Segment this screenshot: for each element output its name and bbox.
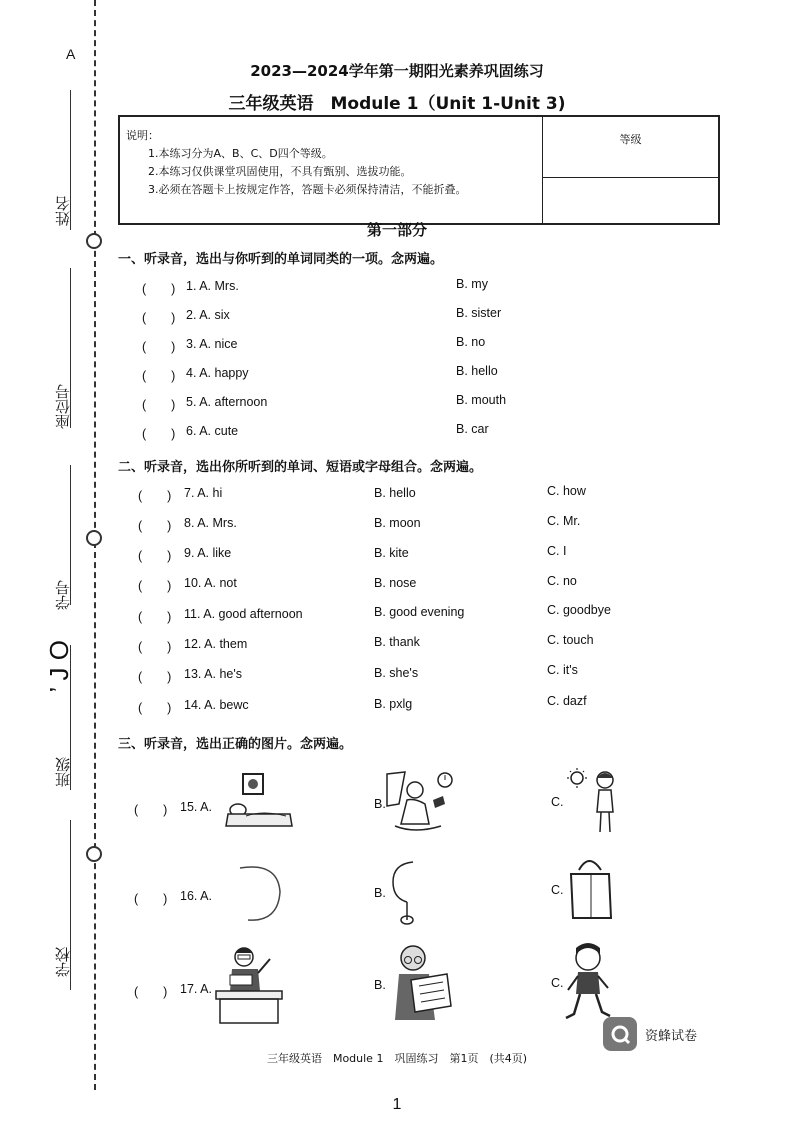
instruction-line: 1.本练习分为A、B、C、D四个等级。 — [148, 147, 333, 160]
question-12-option-a: 12. A. them — [184, 637, 248, 651]
grandma-reading-picture — [385, 940, 457, 1028]
answer-paren: ( ) — [134, 892, 168, 906]
section3-title: 三、听录音，选出正确的图片。念两遍。 — [118, 737, 353, 752]
answer-paren: ( ) — [142, 369, 176, 383]
answer-paren: ( ) — [138, 701, 172, 715]
question-14-option-b: B. pxlg — [374, 697, 413, 711]
question-3-option-a: 3. A. nice — [186, 337, 238, 351]
question-5-option-b: B. mouth — [456, 393, 507, 407]
lollipop-picture — [385, 858, 435, 928]
question-8-option-b: B. moon — [374, 516, 421, 530]
question-6-option-b: B. car — [456, 422, 489, 436]
instructions-cell — [119, 116, 543, 224]
question-8-option-a: 8. A. Mrs. — [184, 516, 237, 530]
boy-walking-picture — [560, 942, 620, 1026]
question-1-option-a: 1. A. Mrs. — [186, 279, 239, 293]
answer-paren: ( ) — [142, 282, 176, 296]
watermark — [603, 1017, 697, 1051]
answer-paren: ( ) — [138, 549, 172, 563]
girl-with-alarm-clock-picture — [385, 768, 455, 836]
question-12-option-b: B. thank — [374, 635, 420, 649]
answer-paren: ( ) — [138, 610, 172, 624]
school-label: 学校 — [54, 947, 72, 977]
answer-paren: ( ) — [142, 427, 176, 441]
question-14-option-c: C. dazf — [547, 694, 587, 708]
question-11-option-a: 11. A. good afternoon — [184, 607, 303, 621]
question-2-option-a: 2. A. six — [186, 308, 230, 322]
watermark-logo-icon — [603, 1017, 637, 1051]
instructions-heading: 说明： — [126, 129, 159, 142]
question-15-label-b: B. — [374, 797, 386, 811]
sleeping-in-bed-picture — [218, 770, 296, 832]
question-7-option-b: B. hello — [374, 486, 416, 500]
answer-paren: ( ) — [142, 340, 176, 354]
instruction-line: 2.本练习仅供课堂巩固使用，不具有甄别、选拔功能。 — [148, 165, 412, 178]
question-8-option-c: C. Mr. — [547, 514, 581, 528]
paper-version-label: A — [66, 46, 76, 62]
section1-title: 一、听录音，选出与你听到的单词同类的一项。念两遍。 — [118, 252, 444, 267]
question-17-label-c: C. — [551, 976, 564, 990]
question-9-option-b: B. kite — [374, 546, 409, 560]
question-3-option-b: B. no — [456, 335, 486, 349]
student-id-label: 学号 — [54, 580, 72, 610]
exam-subtitle: 三年级英语 Module 1（Unit 1-Unit 3) — [228, 94, 566, 114]
question-6-option-a: 6. A. cute — [186, 424, 239, 438]
question-7-option-a: 7. A. hi — [184, 486, 223, 500]
page-number: 1 — [392, 1096, 402, 1113]
question-13-option-a: 13. A. he's — [184, 667, 242, 681]
question-10-option-b: B. nose — [374, 576, 417, 590]
binding-hole — [86, 846, 102, 862]
page-footer: 三年级英语 Module 1 巩固练习 第1页 (共4页) — [266, 1052, 528, 1065]
question-15-label-c: C. — [551, 795, 564, 809]
question-2-option-b: B. sister — [456, 306, 502, 320]
question-7-option-c: C. how — [547, 484, 586, 498]
answer-paren: ( ) — [142, 311, 176, 325]
teacher-at-desk-picture — [212, 945, 284, 1027]
question-16-label-c: C. — [551, 883, 564, 897]
seat-number-label: 座位号 — [54, 384, 72, 429]
grade-label: 等级 — [543, 116, 720, 178]
question-17-label-a: 17. A. — [180, 982, 212, 996]
name-label: 姓名 — [54, 196, 72, 226]
section2-title: 二、听录音，选出你所听到的单词、短语或字母组合。念两遍。 — [118, 460, 483, 475]
question-13-option-b: B. she's — [374, 666, 419, 680]
question-5-option-a: 5. A. afternoon — [186, 395, 268, 409]
boy-in-sun-picture — [565, 768, 625, 836]
answer-paren: ( ) — [138, 670, 172, 684]
question-10-option-c: C. no — [547, 574, 577, 588]
egg-shape-picture — [228, 862, 288, 926]
answer-paren: ( ) — [138, 519, 172, 533]
question-16-label-a: 16. A. — [180, 889, 212, 903]
question-4-option-b: B. hello — [456, 364, 498, 378]
watermark-text: 资蜂试卷 — [645, 1028, 698, 1044]
answer-paren: ( ) — [138, 489, 172, 503]
question-9-option-c: C. I — [547, 544, 567, 558]
answer-paren: ( ) — [138, 579, 172, 593]
instructions-box — [118, 115, 720, 225]
question-4-option-a: 4. A. happy — [186, 366, 249, 380]
question-15-label-a: 15. A. — [180, 800, 212, 814]
class-label: 班级 — [54, 757, 72, 787]
question-13-option-c: C. it's — [547, 663, 578, 677]
question-17-label-b: B. — [374, 978, 386, 992]
grade-write-box — [543, 178, 720, 224]
binding-hole — [86, 530, 102, 546]
question-10-option-a: 10. A. not — [184, 576, 237, 590]
answer-paren: ( ) — [138, 640, 172, 654]
question-1-option-b: B. my — [456, 277, 488, 291]
question-16-label-b: B. — [374, 886, 386, 900]
bag-picture — [565, 852, 615, 924]
answer-paren: ( ) — [134, 985, 168, 999]
answer-paren: ( ) — [142, 398, 176, 412]
instruction-line: 3.必须在答题卡上按规定作答，答题卡必须保持清洁，不能折叠。 — [148, 183, 467, 196]
question-14-option-a: 14. A. bewc — [184, 698, 249, 712]
exam-title: 2023—2024学年第一期阳光素养巩固练习 — [250, 62, 544, 80]
part-title: 第一部分 — [366, 221, 427, 239]
handwritten-class: ’ J O — [44, 640, 74, 693]
question-11-option-b: B. good evening — [374, 605, 465, 619]
question-9-option-a: 9. A. like — [184, 546, 232, 560]
question-11-option-c: C. goodbye — [547, 603, 611, 617]
answer-paren: ( ) — [134, 803, 168, 817]
question-12-option-c: C. touch — [547, 633, 594, 647]
